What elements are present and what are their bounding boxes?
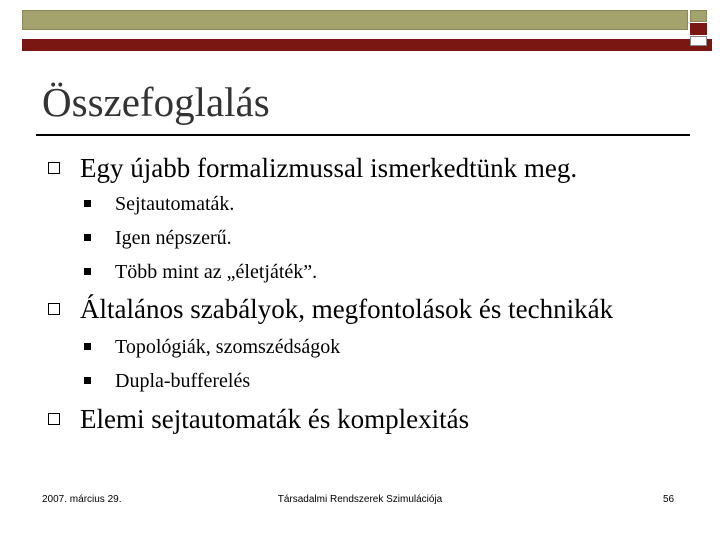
footer-course: Társadalmi Rendszerek Szimulációja [277, 494, 443, 505]
filled-square-bullet-icon [84, 268, 91, 275]
bullet-2-text: Általános szabályok, megfontolások és technikák [80, 294, 614, 324]
bullet-1-text: Egy újabb formalizmussal ismerkedtünk meg. [80, 153, 578, 183]
sub-bullet-2-1-text: Topológiák, szomszédságok [115, 336, 341, 358]
olive-square [690, 10, 707, 22]
hollow-square-bullet-icon [48, 303, 60, 315]
title-divider [36, 134, 690, 136]
hollow-square-bullet-icon [48, 413, 60, 425]
filled-square-bullet-icon [84, 377, 91, 384]
sub-bullet-1-1-text: Sejtautomaták. [115, 193, 235, 215]
footer-date: 2007. március 29. [42, 494, 122, 505]
sub-bullet-2-2-text: Dupla-bufferelés [115, 370, 251, 392]
bullet-3-text: Elemi sejtautomaták és komplexitás [80, 404, 470, 434]
red-square [690, 23, 707, 35]
filled-square-bullet-icon [84, 200, 91, 207]
white-square [690, 36, 707, 46]
filled-square-bullet-icon [84, 343, 91, 350]
top-decorative-band [22, 10, 712, 42]
olive-bar [22, 10, 688, 30]
filled-square-bullet-icon [84, 234, 91, 241]
sub-bullet-1-2-text: Igen népszerű. [115, 227, 232, 249]
footer-page-number: 56 [663, 494, 675, 505]
red-bar [22, 39, 712, 51]
sub-bullet-1-3-text: Több mint az „életjáték”. [115, 261, 318, 283]
hollow-square-bullet-icon [48, 162, 60, 174]
slide-title: Összefoglalás [42, 79, 270, 125]
